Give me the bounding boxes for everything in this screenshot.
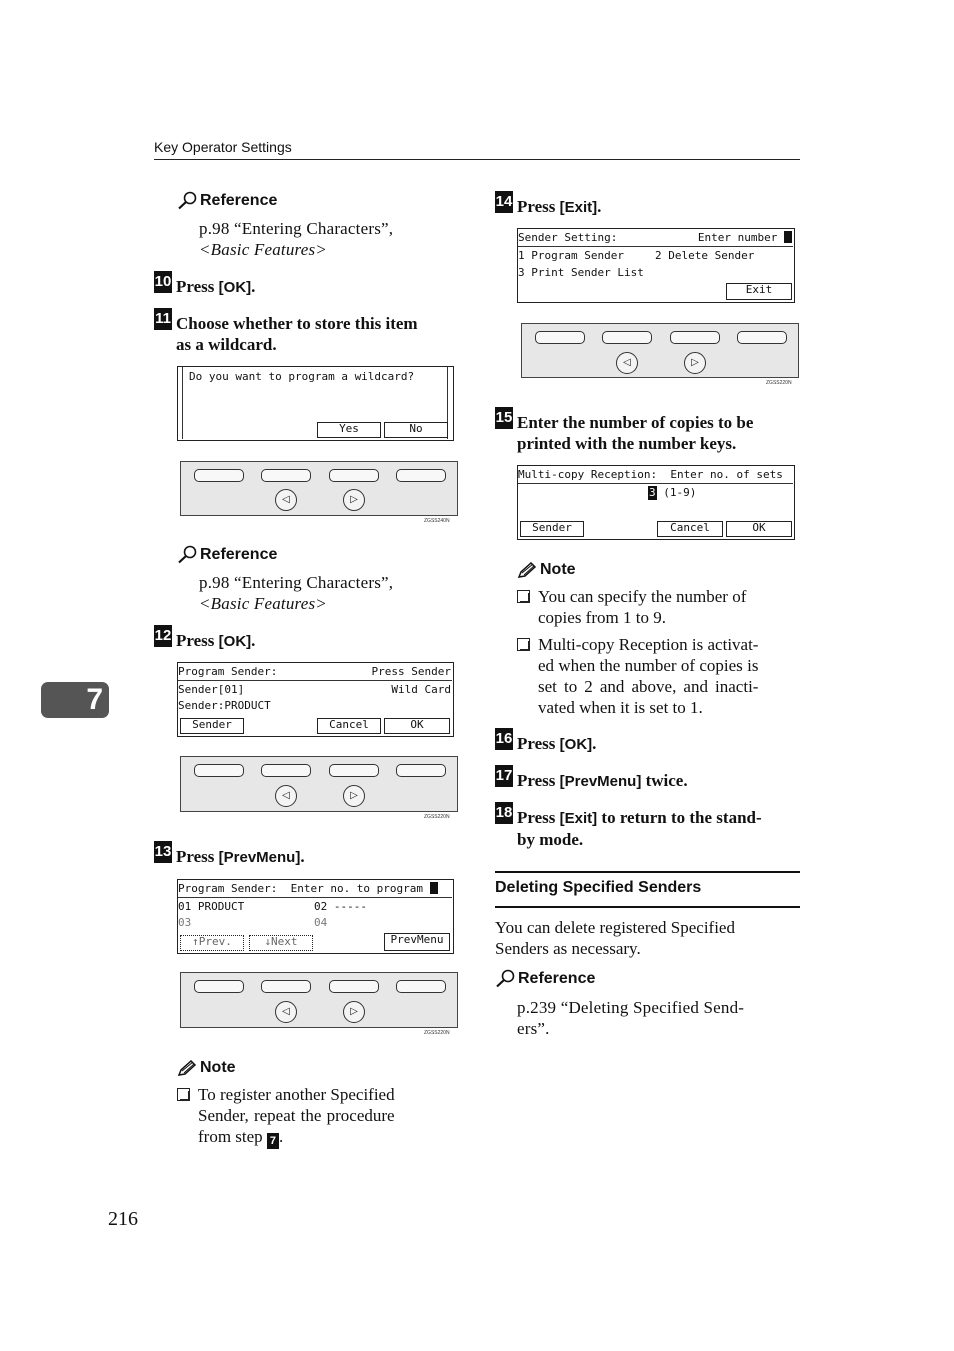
section-title: Deleting Specified Senders: [495, 879, 702, 896]
panel-key-3[interactable]: [329, 469, 379, 482]
note-heading: Note: [517, 561, 576, 579]
reference-text: p.98 “Entering Characters”, <Basic Features>: [199, 573, 394, 613]
ok-key-label: [OK]: [559, 736, 593, 753]
checkbox-bullet-icon: [517, 590, 530, 603]
lcd-enter-program-number: Program Sender: Enter no. to program 01 PRODUCT 02 ----- 03 04 ↑Prev. ↓Next PrevMenu: [177, 879, 454, 954]
step-17: 17 Press [PrevMenu] twice.: [495, 767, 688, 790]
right-arrow-icon[interactable]: ▷: [343, 489, 365, 511]
prevmenu-key-label: [PrevMenu]: [559, 773, 642, 790]
ok-key-label: [OK]: [218, 633, 252, 650]
control-panel: [521, 323, 799, 378]
step-18: 18 Press [Exit] to return to the stand- by mode.: [495, 804, 762, 849]
figure-code: ZGSS240N: [424, 518, 450, 524]
reference-text: p.239 “Deleting Specified Send- ers”.: [517, 998, 745, 1038]
note-item: You can specify the number of copies from 1 to 9.: [517, 586, 800, 628]
prevmenu-key-label: [PrevMenu]: [218, 849, 301, 866]
panel-key-2[interactable]: [261, 469, 311, 482]
prevmenu-button[interactable]: PrevMenu: [384, 933, 450, 951]
yes-button[interactable]: Yes: [317, 422, 381, 438]
header-rule: [154, 159, 800, 160]
page-number: 216: [108, 1208, 138, 1230]
right-arrow-icon[interactable]: ▷: [343, 785, 365, 807]
step-13: 13 Press [PrevMenu].: [154, 843, 305, 866]
exit-button[interactable]: Exit: [726, 283, 792, 300]
checkbox-bullet-icon: [177, 1088, 190, 1101]
step-number: 11: [154, 308, 172, 330]
left-arrow-icon[interactable]: ◁: [616, 352, 638, 374]
step-number: 12: [154, 625, 172, 647]
section-rule-bottom: [495, 906, 800, 908]
panel-key-4[interactable]: [396, 469, 446, 482]
section-rule-top: [495, 871, 800, 873]
panel-key-4[interactable]: [396, 764, 446, 777]
note-heading: Note: [177, 1059, 236, 1077]
step-number: 18: [495, 802, 513, 824]
lcd-wildcard-prompt: Do you want to program a wildcard? Yes No: [177, 366, 454, 441]
step-number: 16: [495, 728, 513, 750]
magnifier-icon: [177, 191, 198, 210]
sender-button[interactable]: Sender: [180, 718, 244, 734]
cursor-icon: [784, 231, 792, 243]
panel-key-1[interactable]: [194, 980, 244, 993]
panel-key-4[interactable]: [396, 980, 446, 993]
prev-button[interactable]: ↑Prev.: [180, 935, 244, 951]
left-arrow-icon[interactable]: ◁: [275, 489, 297, 511]
panel-key-4[interactable]: [737, 331, 787, 344]
panel-key-2[interactable]: [261, 980, 311, 993]
pencil-note-icon: [177, 1060, 197, 1077]
reference-heading: Reference: [177, 191, 277, 210]
step-15: 15 Enter the number of copies to be printed with the number keys.: [495, 409, 754, 453]
step-number: 15: [495, 407, 513, 429]
figure-code: ZGSS220N: [424, 1030, 450, 1036]
ok-button[interactable]: OK: [726, 521, 792, 537]
left-arrow-icon[interactable]: ◁: [275, 1001, 297, 1023]
panel-key-1[interactable]: [194, 469, 244, 482]
running-header: Key Operator Settings: [154, 139, 292, 155]
lcd-multi-copy-reception: Multi-copy Reception: Enter no. of sets 3 (1-9) Sender Cancel OK: [517, 465, 795, 540]
reference-text: p.98 “Entering Characters”, <Basic Features>: [199, 219, 394, 259]
exit-key-label: [Exit]: [559, 810, 598, 827]
step-number: 17: [495, 765, 513, 787]
lcd-sender-setting: Sender Setting: Enter number 1 Program Sender 2 Delete Sender 3 Print Sender List Exit: [517, 228, 795, 303]
step-reference: 7: [267, 1133, 279, 1149]
note-item: To register another Specified Sender, repeat the procedure from step 7 .: [177, 1084, 458, 1149]
cancel-button[interactable]: Cancel: [317, 718, 381, 734]
cursor-icon: [430, 882, 438, 894]
step-14: 14 Press [Exit].: [495, 193, 602, 216]
next-button[interactable]: ↓Next: [249, 935, 313, 951]
magnifier-icon: [177, 545, 198, 564]
ok-button[interactable]: OK: [384, 718, 450, 734]
reference-heading: Reference: [177, 545, 277, 564]
magnifier-icon: [495, 969, 516, 988]
ok-key-label: [OK]: [218, 279, 252, 296]
reference-heading: Reference: [495, 969, 595, 988]
figure-code: ZGSS220N: [766, 380, 792, 386]
figure-code: ZGSS220N: [424, 814, 450, 820]
step-12: 12 Press [OK].: [154, 627, 256, 650]
pencil-note-icon: [517, 562, 537, 579]
step-number: 14: [495, 191, 513, 213]
section-body: You can delete registered Specified Senders as necessary.: [495, 918, 735, 958]
step-10: 10 Press [OK].: [154, 273, 256, 296]
no-button[interactable]: No: [384, 422, 448, 438]
right-arrow-icon[interactable]: ▷: [343, 1001, 365, 1023]
checkbox-bullet-icon: [517, 638, 530, 651]
step-number: 10: [154, 271, 172, 293]
panel-key-1[interactable]: [535, 331, 585, 344]
panel-key-3[interactable]: [670, 331, 720, 344]
note-item: Multi-copy Reception is activat- ed when the number of copies is set to 2 and above, and inacti- vated when it is set to 1.: [517, 634, 800, 718]
step-16: 16 Press [OK].: [495, 730, 597, 753]
panel-key-1[interactable]: [194, 764, 244, 777]
copies-input[interactable]: 3 (1-9): [649, 486, 697, 499]
step-number: 13: [154, 841, 172, 863]
cancel-button[interactable]: Cancel: [657, 521, 723, 537]
exit-key-label: [Exit]: [559, 199, 598, 216]
panel-key-3[interactable]: [329, 980, 379, 993]
control-panel: [180, 756, 458, 812]
panel-key-2[interactable]: [261, 764, 311, 777]
panel-key-2[interactable]: [602, 331, 652, 344]
sender-button[interactable]: Sender: [520, 521, 584, 537]
chapter-tab: 7: [41, 682, 109, 718]
step-11: 11 Choose whether to store this item as a wildcard.: [155, 310, 418, 354]
control-panel: [180, 972, 458, 1028]
panel-key-3[interactable]: [329, 764, 379, 777]
control-panel: [180, 461, 458, 516]
lcd-program-sender: Program Sender: Press Sender Sender[01] Wild Card Sender:PRODUCT Sender Cancel OK: [177, 662, 454, 737]
left-arrow-icon[interactable]: ◁: [275, 785, 297, 807]
right-arrow-icon[interactable]: ▷: [684, 352, 706, 374]
